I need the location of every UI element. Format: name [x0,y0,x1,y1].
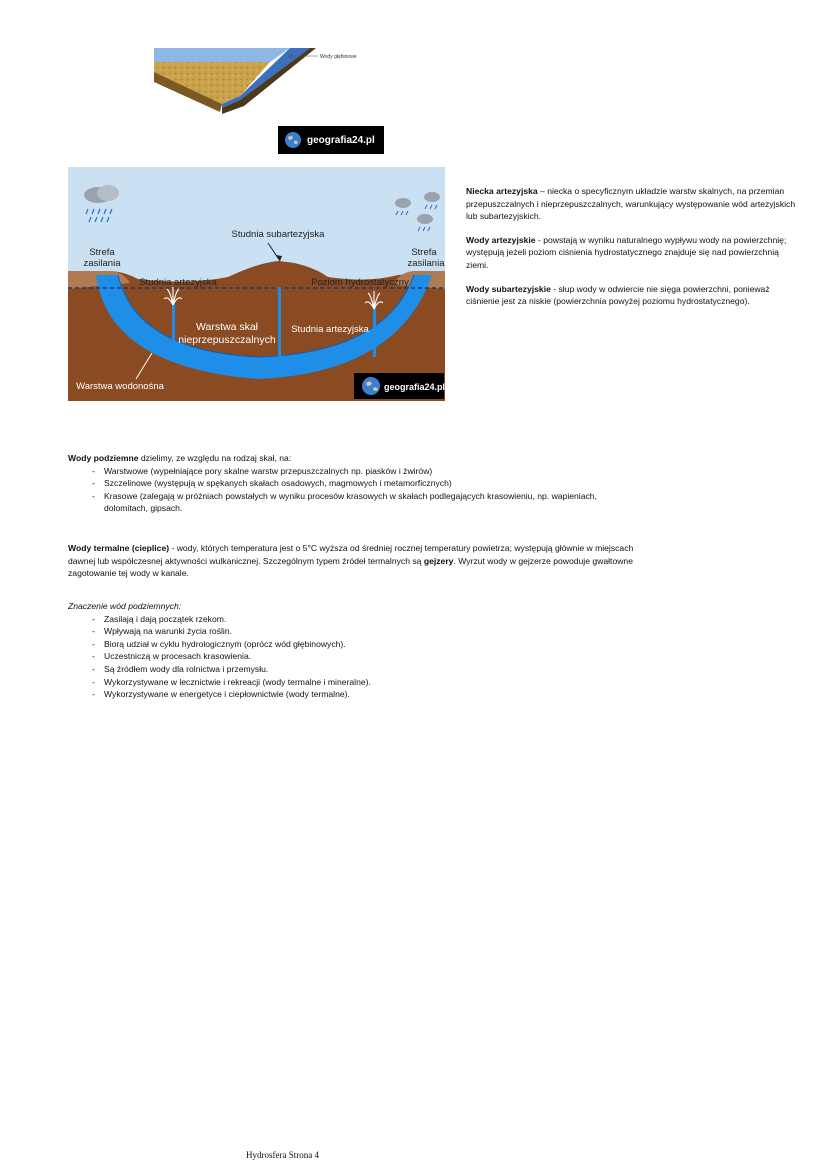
section-wody-termalne: Wody termalne (cieplice) - wody, których temperatura jest o 5°C wyższa od średniej rocznej temperatury powietrza; występują głównie w miejscach dawnej lub współczesnej aktywności wulkanicznej. Szczególnym typem źródeł termalnych są gejzery. Wyrzut wody w gejzerze powoduje gwałtowne zagotowanie tej wody w kanale. [68,543,634,579]
logo-geografia24 [278,126,384,154]
definition-subartezyjskie [466,283,796,308]
label-zasilania-right: zasilania [407,258,445,269]
list-item: - Szczelinowe (występują w spękanych skałach osadowych, magmowych i metamorficznych) [94,477,628,490]
term: Wody termalne (cieplice) [68,543,170,553]
section-intro: Wody podziemne dzielimy, ze względu na rodzaj skał, na: [68,453,292,463]
label-studnia-artezyjska-left: Studnia artezyjska [139,277,217,288]
list-item: - Krasowe (zalegają w próżniach powstałych w wyniku procesów krasowych w skałach podlegających krasowieniu, np. wapieniach, dolomitach, gipsach. [94,490,628,515]
term: Niecka artezyjska [466,186,538,196]
list-item: - Są źródłem wody dla rolnictwa i przemysłu. [94,663,568,676]
label-warstwa-skal: Warstwa skał [195,321,259,333]
artesian-well-right [373,307,376,357]
label-strefa-left: Strefa [89,247,115,258]
label-strefa-right: Strefa [411,247,437,258]
section-wody-podziemne [68,452,628,515]
subartesian-well [278,287,281,363]
globe-icon [284,131,302,149]
label-nieprzepuszczalnych: nieprzepuszczalnych [178,334,276,346]
list-item: - Wykorzystywane w lecznictwie i rekreacji (wody termalne i mineralne). [94,676,568,689]
definition-text: - słup wody w odwiercie nie sięga powierzchni, ponieważ ciśnienie jest za niskie (powierzchnia powyżej poziomu hydrostatycznego). [466,283,770,307]
term-gejzery: gejzery [423,555,454,566]
definitions-block [466,185,796,319]
label-studnia-artezyjska-right: Studnia artezyjska [291,324,369,335]
globe-icon [362,377,380,395]
term: Wody podziemne [68,453,139,463]
logo-text: geografia24.pl [307,134,375,146]
artesian-well-left [172,303,175,355]
label-warstwa-wodonosna: Warstwa wodonośna [76,381,164,392]
definition-text: – niecka o specyficznym układzie warstw skalnych, na przemian przepuszczalnych i nieprzepuszczalnych, warunkujący występowanie wód artezyjskich lub subartezyjskich. [466,186,796,222]
term: Wody subartezyjskie [466,283,551,294]
label-poziom-hydrostatyczny: Poziom hydrostatyczny [311,277,409,288]
diagram-logo-text: geografia24.pl [384,382,445,392]
section-znaczenie [68,600,568,701]
list-item: - Uczestniczą w procesach krasowienia. [94,650,568,663]
section-title: Znaczenie wód podziemnych: [68,601,182,611]
list-item: - Wpływają na warunki życia roślin. [94,625,568,638]
label-zasilania-left: zasilania [83,258,121,269]
groundwater-types-list [68,465,628,515]
definition-text: - powstają w wyniku naturalnego wypływu wody na powierzchnię; występują jeżeli poziom ciśnienia hydrostatycznego znajduje się nad powierzchnią ziemi. [466,234,787,270]
list-item: - Zasilają i dają początek rzekom. [94,613,568,626]
definition-artezyjskie [466,234,796,272]
significance-list [68,613,568,701]
definition-niecka [466,185,796,223]
aquifer-layers-figure [150,48,382,120]
list-item: - Warstwowe (wypełniające pory skalne warstw przepuszczalnych np. piasków i żwirów) [94,465,628,478]
term: Wody artezyjskie [466,234,536,245]
page-footer: Hydrosfera Strona 4 [246,1150,319,1160]
list-item: - Biorą udział w cyklu hydrologicznym (oprócz wód głębinowych). [94,638,568,651]
artesian-basin-diagram [68,167,445,401]
label-studnia-subartezyjska: Studnia subartezyjska [231,229,325,240]
list-item: - Wykorzystywane w energetyce i ciepłownictwie (wody termalne). [94,688,568,701]
callout-wody-glebinowe: Wody głębinowe [320,54,357,60]
